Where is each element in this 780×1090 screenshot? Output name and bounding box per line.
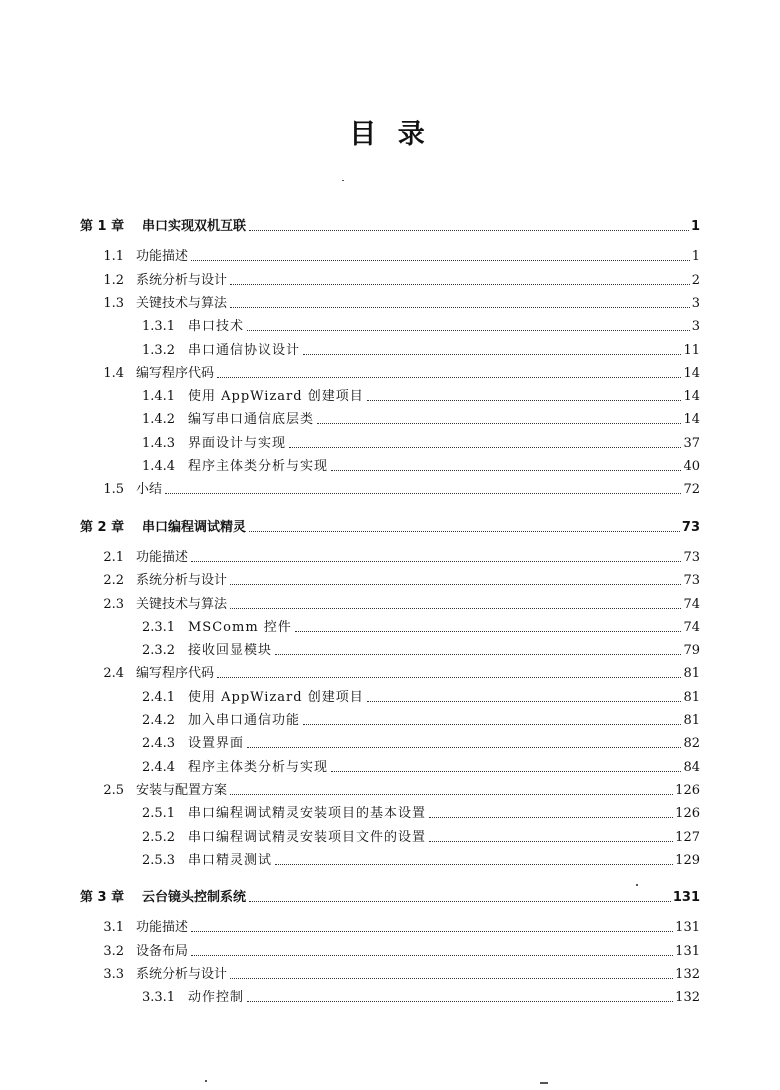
toc-entry-page-number: 73	[683, 549, 700, 565]
toc-section-entry[interactable]	[98, 940, 700, 960]
toc-entry-title: 系统分析与设计	[136, 272, 228, 288]
toc-entry-title: 使用 AppWizard 创建项目	[188, 389, 364, 405]
toc-entry-page-number: 1	[690, 219, 700, 234]
toc-entry-page-number: 132	[675, 990, 700, 1006]
dot-leader	[331, 470, 681, 471]
toc-subsection-entry[interactable]	[142, 385, 700, 405]
toc-subsection-entry[interactable]	[142, 616, 700, 636]
toc-entry-page-number: 81	[683, 689, 700, 705]
toc-entry-title: 串口编程调试精灵安装项目的基本设置	[188, 806, 427, 822]
toc-entry-page-number: 74	[683, 619, 700, 635]
toc-entry-title: 功能描述	[136, 249, 189, 265]
toc-entry-number: 1.3.1	[142, 319, 176, 335]
toc-entry-page-number: 14	[683, 412, 700, 428]
toc-entry-title: 设备布局	[136, 943, 189, 959]
toc-entry-number: 2.5.3	[142, 852, 176, 868]
dot-leader	[230, 584, 681, 585]
toc-chapter-entry[interactable]	[80, 886, 700, 906]
toc-entry-title: 关键技术与算法	[136, 596, 228, 612]
toc-entry-number: 1.3.2	[142, 342, 176, 358]
toc-entry-title: 安装与配置方案	[136, 782, 228, 798]
toc-entry-title: 串口编程调试精灵安装项目文件的设置	[188, 829, 427, 845]
toc-entry-number: 2.4.1	[142, 689, 176, 705]
dot-leader	[303, 354, 681, 355]
toc-entry-title: 编写程序代码	[136, 666, 215, 682]
toc-entry-page-number: 73	[681, 519, 700, 535]
toc-entry-title: 动作控制	[188, 990, 245, 1006]
toc-subsection-entry[interactable]	[142, 339, 700, 359]
dot-leader	[230, 794, 673, 795]
toc-entry-title: 串口精灵测试	[188, 852, 273, 868]
toc-entry-page-number: 14	[683, 389, 700, 405]
dot-leader	[331, 771, 681, 772]
dot-leader	[367, 701, 682, 702]
toc-entry-title: 界面设计与实现	[188, 435, 287, 451]
toc-entry-title: MSComm 控件	[188, 619, 292, 635]
toc-subsection-entry[interactable]	[142, 408, 700, 428]
toc-entry-number: 2.4.4	[142, 759, 176, 775]
dot-leader	[275, 864, 673, 865]
toc-entry-title: 云台镜头控制系统	[142, 890, 247, 906]
toc-entry-number: 2.4.2	[142, 713, 176, 728]
toc-entry-number: 第 2 章	[80, 519, 125, 535]
toc-chapter-entry[interactable]	[80, 516, 700, 536]
dot-leader	[230, 608, 681, 609]
toc-entry-title: 程序主体类分析与实现	[188, 459, 329, 474]
toc-entry-page-number: 1	[691, 249, 700, 265]
toc-entry-number: 3.2	[103, 943, 124, 959]
toc-entry-number: 第 1 章	[80, 219, 125, 234]
toc-subsection-entry[interactable]	[142, 686, 700, 706]
toc-entry-page-number: 132	[675, 967, 700, 982]
dot-leader	[429, 817, 673, 818]
toc-entry-number: 2.3.2	[142, 643, 176, 659]
toc-subsection-entry[interactable]	[142, 455, 700, 475]
toc-entry-page-number: 81	[683, 666, 700, 682]
toc-entry-page-number: 127	[675, 829, 700, 845]
toc-entry-number: 2.5.1	[142, 806, 176, 822]
toc-entry-title: 功能描述	[136, 920, 189, 936]
scan-speck	[342, 180, 344, 181]
toc-entry-title: 编写程序代码	[136, 365, 215, 381]
toc-subsection-entry[interactable]	[142, 639, 700, 659]
toc-subsection-entry[interactable]	[142, 315, 700, 335]
toc-entry-number: 3.1	[103, 920, 124, 936]
toc-entry-number: 1.1	[103, 249, 124, 265]
toc-section-entry[interactable]	[98, 362, 700, 382]
toc-entry-title: 串口通信协议设计	[188, 342, 301, 358]
toc-entry-number: 2.5.2	[142, 829, 176, 845]
toc-subsection-entry[interactable]	[142, 986, 700, 1006]
toc-entry-title: 系统分析与设计	[136, 573, 228, 589]
toc-entry-title: 程序主体类分析与实现	[188, 759, 329, 775]
toc-section-entry[interactable]	[98, 292, 700, 312]
toc-section-entry[interactable]	[98, 779, 700, 799]
toc-entry-page-number: 2	[691, 272, 700, 288]
toc-entry-page-number: 11	[683, 342, 700, 358]
toc-entry-page-number: 129	[675, 852, 700, 868]
dot-leader	[217, 377, 681, 378]
toc-entry-page-number: 72	[683, 482, 700, 498]
toc-subsection-entry[interactable]	[142, 802, 700, 822]
toc-entry-page-number: 73	[683, 573, 700, 589]
scan-speck	[636, 884, 638, 886]
toc-entry-page-number: 79	[683, 643, 700, 659]
toc-entry-page-number: 3	[691, 319, 700, 335]
toc-entry-number: 1.4.1	[142, 389, 176, 405]
dot-leader	[247, 1001, 673, 1002]
toc-entry-page-number: 40	[683, 459, 700, 474]
toc-entry-page-number: 131	[675, 920, 700, 936]
toc-entry-title: 串口实现双机互联	[142, 219, 247, 234]
toc-chapter-entry[interactable]	[80, 215, 700, 235]
toc-entry-title: 串口技术	[188, 319, 245, 335]
dot-leader	[230, 284, 690, 285]
toc-section-entry[interactable]	[98, 569, 700, 589]
toc-entry-title: 加入串口通信功能	[188, 713, 301, 728]
toc-entry-number: 2.3	[103, 596, 124, 612]
dot-leader	[191, 260, 690, 261]
toc-section-entry[interactable]	[98, 546, 700, 566]
dot-leader	[191, 931, 673, 932]
toc-entry-number: 2.4	[103, 666, 124, 682]
toc-entry-number: 2.2	[103, 573, 124, 589]
dot-leader	[249, 531, 680, 532]
toc-entry-number: 1.5	[103, 482, 124, 498]
dot-leader	[191, 955, 673, 956]
toc-entry-title: 系统分析与设计	[136, 967, 228, 982]
toc-entry-page-number: 131	[672, 890, 700, 906]
toc-entry-page-number: 81	[683, 713, 700, 728]
dot-leader	[275, 654, 681, 655]
scan-speck	[205, 1080, 207, 1082]
toc-entry-number: 第 3 章	[80, 890, 125, 906]
toc-entry-number: 1.4.3	[142, 435, 176, 451]
toc-entry-number: 1.3	[103, 295, 124, 311]
toc-section-entry[interactable]	[98, 916, 700, 936]
toc-entry-number: 2.1	[103, 549, 124, 565]
toc-entry-page-number: 3	[691, 295, 700, 311]
toc-entry-page-number: 14	[683, 365, 700, 381]
toc-subsection-entry[interactable]	[142, 756, 700, 776]
toc-entry-page-number: 126	[675, 782, 700, 798]
toc-entry-number: 3.3.1	[142, 990, 176, 1006]
toc-entry-number: 3.3	[103, 967, 124, 982]
dot-leader	[191, 561, 681, 562]
toc-entry-title: 设置界面	[188, 736, 245, 752]
dot-leader	[165, 493, 681, 494]
dot-leader	[230, 978, 673, 979]
page-title: 目 录	[349, 119, 431, 150]
toc-entry-page-number: 74	[683, 596, 700, 612]
toc-section-entry[interactable]	[98, 963, 700, 983]
toc-entry-title: 串口编程调试精灵	[142, 519, 247, 535]
dot-leader	[289, 447, 681, 448]
dot-leader	[247, 747, 681, 748]
scan-speck	[540, 1082, 548, 1084]
toc-entry-title: 编写串口通信底层类	[188, 412, 315, 428]
toc-section-entry[interactable]	[98, 269, 700, 289]
toc-entry-title: 小结	[136, 482, 163, 498]
toc-entry-page-number: 37	[683, 435, 700, 451]
dot-leader	[367, 400, 682, 401]
dot-leader	[230, 307, 690, 308]
dot-leader	[317, 423, 681, 424]
toc-entry-number: 2.5	[103, 782, 124, 798]
toc-subsection-entry[interactable]	[142, 732, 700, 752]
toc-section-entry[interactable]	[98, 478, 700, 498]
toc-entry-number: 1.4.2	[142, 412, 176, 428]
toc-entry-number: 1.4	[103, 365, 124, 381]
toc-entry-number: 2.4.3	[142, 736, 176, 752]
toc-entry-title: 关键技术与算法	[136, 295, 228, 311]
toc-entry-number: 1.4.4	[142, 459, 176, 474]
toc-entry-number: 1.2	[103, 272, 124, 288]
toc-subsection-entry[interactable]	[142, 849, 700, 869]
toc-entry-page-number: 126	[675, 806, 700, 822]
dot-leader	[429, 841, 673, 842]
toc-subsection-entry[interactable]	[142, 432, 700, 452]
toc-entry-page-number: 82	[683, 736, 700, 752]
toc-section-entry[interactable]	[98, 593, 700, 613]
toc-section-entry[interactable]	[98, 662, 700, 682]
dot-leader	[303, 724, 681, 725]
toc-entry-number: 2.3.1	[142, 619, 176, 635]
dot-leader	[295, 631, 682, 632]
toc-entry-title: 接收回显模块	[188, 643, 273, 659]
toc-entry-page-number: 84	[683, 759, 700, 775]
dot-leader	[247, 330, 690, 331]
toc-subsection-entry[interactable]	[142, 826, 700, 846]
toc-section-entry[interactable]	[98, 245, 700, 265]
dot-leader	[249, 230, 689, 231]
dot-leader	[217, 677, 681, 678]
dot-leader	[249, 901, 671, 902]
toc-entry-title: 使用 AppWizard 创建项目	[188, 689, 364, 705]
toc-subsection-entry[interactable]	[142, 709, 700, 729]
toc-entry-page-number: 131	[675, 943, 700, 959]
toc-entry-title: 功能描述	[136, 549, 189, 565]
